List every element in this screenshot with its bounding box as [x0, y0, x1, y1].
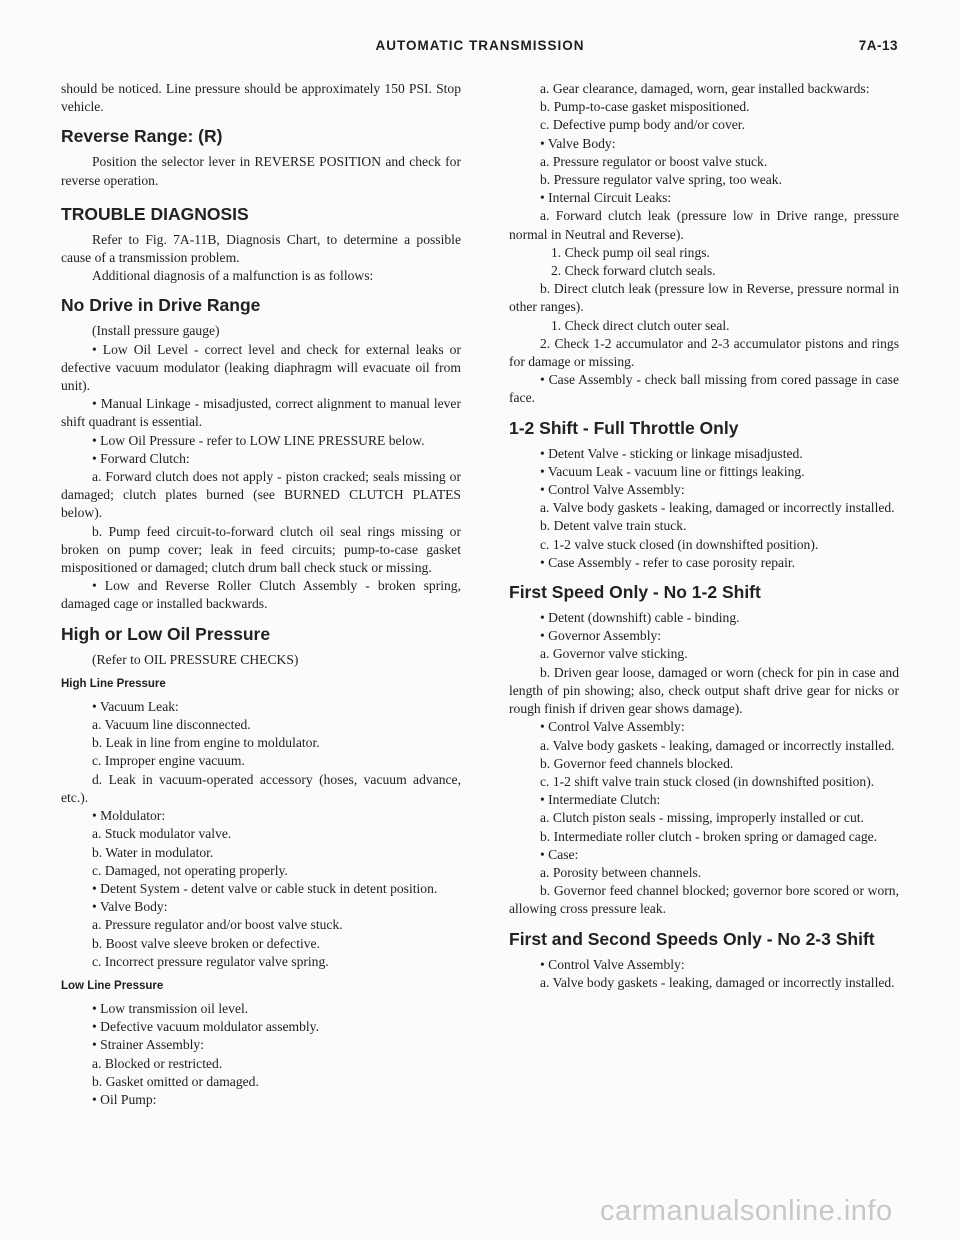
list-item: • Low and Reverse Roller Clutch Assembly - broken spring, damaged cage or installed backwards.: [61, 578, 461, 612]
list-item: a. Clutch piston seals - missing, improperly installed or cut.: [540, 810, 864, 826]
list-item: a. Governor valve sticking.: [540, 646, 688, 662]
list-item: • Control Valve Assembly:: [540, 719, 685, 735]
list-item: b. Governor feed channel blocked; governor bore scored or worn, allowing cross pressure leak.: [509, 883, 899, 917]
list-item: • Intermediate Clutch:: [540, 792, 661, 808]
list-item: b. Gasket omitted or damaged.: [92, 1073, 259, 1089]
subsection-heading: Low Line Pressure: [61, 979, 164, 992]
subsection-heading: High Line Pressure: [61, 677, 166, 690]
list-item: • Vacuum Leak:: [92, 698, 179, 714]
paragraph: Refer to Fig. 7A-11B, Diagnosis Chart, to determine a possible cause of a transmission problem.: [61, 231, 461, 266]
list-item: c. 1-2 shift valve train stuck closed (in downshifted position).: [540, 773, 875, 789]
list-item: c. Improper engine vacuum.: [92, 753, 245, 769]
list-item: • Detent (downshift) cable - binding.: [540, 610, 740, 626]
list-item: b. Pump-to-case gasket mispositioned.: [540, 99, 750, 115]
list-item: • Governor Assembly:: [540, 628, 662, 644]
list-item: a. Blocked or restricted.: [92, 1055, 223, 1071]
list-item: • Valve Body:: [540, 135, 616, 151]
list-item: • Strainer Assembly:: [92, 1037, 204, 1053]
list-item: • Case:: [540, 846, 579, 862]
paragraph: Additional diagnosis of a malfunction is as follows:: [92, 268, 374, 284]
list-item: c. 1-2 valve stuck closed (in downshifted position).: [540, 536, 819, 552]
list-item: b. Governor feed channels blocked.: [540, 755, 734, 771]
list-item: • Oil Pump:: [92, 1091, 157, 1107]
list-item: • Defective vacuum moldulator assembly.: [92, 1019, 319, 1035]
list-item: a. Forward clutch does not apply - piston cracked; seals missing or damaged; clutch plates burned (see BURNED CLUTCH PLATES below).: [61, 469, 461, 521]
list-item: a. Forward clutch leak (pressure low in Drive range, pressure normal in Neutral and Reverse).: [509, 208, 899, 242]
intro-paragraph: should be noticed. Line pressure should be approximately 150 PSI. Stop vehicle.: [61, 81, 461, 115]
list-item: • Manual Linkage - misadjusted, correct alignment to manual lever shift quadrant is essential.: [61, 396, 461, 430]
list-item: • Case Assembly - check ball missing from cored passage in case face.: [509, 372, 899, 406]
paragraph: Position the selector lever in REVERSE POSITION and check for reverse operation.: [61, 154, 461, 188]
watermark-logo: carmanualsonline.info: [600, 1195, 893, 1227]
list-item: • Case Assembly - refer to case porosity repair.: [540, 554, 796, 570]
section-heading: High or Low Oil Pressure: [61, 623, 271, 644]
list-item: • Forward Clutch:: [92, 450, 190, 466]
list-item: a. Porosity between channels.: [540, 864, 702, 880]
list-item: a. Pressure regulator or boost valve stuck.: [540, 153, 768, 169]
list-item: a. Valve body gaskets - leaking, damaged or incorrectly installed.: [540, 737, 895, 753]
list-item: c. Damaged, not operating properly.: [92, 862, 288, 878]
list-item: c. Defective pump body and/or cover.: [540, 117, 745, 133]
list-item: • Low transmission oil level.: [92, 1000, 249, 1016]
section-heading: Reverse Range: (R): [61, 126, 223, 147]
list-item: • Valve Body:: [92, 899, 168, 915]
list-item: (Refer to OIL PRESSURE CHECKS): [92, 651, 299, 667]
list-item: b. Leak in line from engine to moldulator.: [92, 735, 320, 751]
list-item: b. Pressure regulator valve spring, too weak.: [540, 172, 782, 188]
list-item: a. Stuck modulator valve.: [92, 826, 232, 842]
list-item: b. Boost valve sleeve broken or defective.: [92, 935, 320, 951]
left-column: [61, 80, 461, 1109]
page-title: AUTOMATIC TRANSMISSION: [375, 38, 585, 53]
list-item: a. Vacuum line disconnected.: [92, 717, 251, 733]
section-heading: No Drive in Drive Range: [61, 295, 261, 316]
list-item: c. Incorrect pressure regulator valve spring.: [92, 953, 329, 969]
list-item: b. Water in modulator.: [92, 844, 214, 860]
page-number: 7A-13: [858, 38, 898, 53]
list-item: 1. Check pump oil seal rings.: [551, 244, 710, 260]
list-item: • Vacuum Leak - vacuum line or fittings leaking.: [540, 463, 805, 479]
section-heading: First Speed Only - No 1-2 Shift: [509, 582, 761, 603]
list-item: b. Direct clutch leak (pressure low in Reverse, pressure normal in other ranges).: [509, 281, 899, 315]
section-heading: First and Second Speeds Only - No 2-3 Shift: [509, 928, 875, 949]
list-item: a. Valve body gaskets - leaking, damaged or incorrectly installed.: [540, 974, 895, 990]
right-column: [509, 80, 899, 992]
section-heading: TROUBLE DIAGNOSIS: [61, 203, 249, 224]
list-item: • Control Valve Assembly:: [540, 482, 685, 498]
list-item: • Detent Valve - sticking or linkage misadjusted.: [540, 445, 803, 461]
list-item: 2. Check 1-2 accumulator and 2-3 accumulator pistons and rings for damage or missing.: [509, 335, 899, 370]
section-heading: 1-2 Shift - Full Throttle Only: [509, 417, 739, 438]
list-item: a. Pressure regulator and/or boost valve stuck.: [92, 917, 343, 933]
list-item: • Internal Circuit Leaks:: [540, 190, 672, 206]
list-item: b. Driven gear loose, damaged or worn (check for pin in case and length of pin showing; also, check output shaft drive gear for nicks or rough finish if driven gear shows damage).: [509, 664, 899, 717]
list-item: • Low Oil Level - correct level and check for external leaks or defective vacuum modulator (leaking diaphragm will evacuate oil from unit).: [61, 341, 461, 394]
list-item: b. Detent valve train stuck.: [540, 518, 687, 534]
list-item: a. Gear clearance, damaged, worn, gear installed backwards:: [540, 81, 870, 96]
list-item: b. Pump feed circuit-to-forward clutch oil seal rings missing or broken on pump cover; leak in feed circuits; pump-to-case gasket mispositioned or damaged; clutch drum ball check stuck or missing.: [61, 523, 461, 576]
list-item: b. Intermediate roller clutch - broken spring or damaged cage.: [540, 828, 878, 844]
list-item: • Control Valve Assembly:: [540, 956, 685, 972]
list-item: • Low Oil Pressure - refer to LOW LINE PRESSURE below.: [92, 432, 425, 448]
list-item: • Moldulator:: [92, 808, 166, 824]
list-item: • Detent System - detent valve or cable stuck in detent position.: [92, 880, 438, 896]
list-item: a. Valve body gaskets - leaking, damaged or incorrectly installed.: [540, 500, 895, 516]
page-header: [62, 38, 898, 58]
list-item: d. Leak in vacuum-operated accessory (hoses, vacuum advance, etc.).: [61, 771, 461, 805]
list-item: 2. Check forward clutch seals.: [551, 263, 716, 279]
list-item: (Install pressure gauge): [92, 323, 220, 339]
list-item: 1. Check direct clutch outer seal.: [551, 317, 730, 333]
